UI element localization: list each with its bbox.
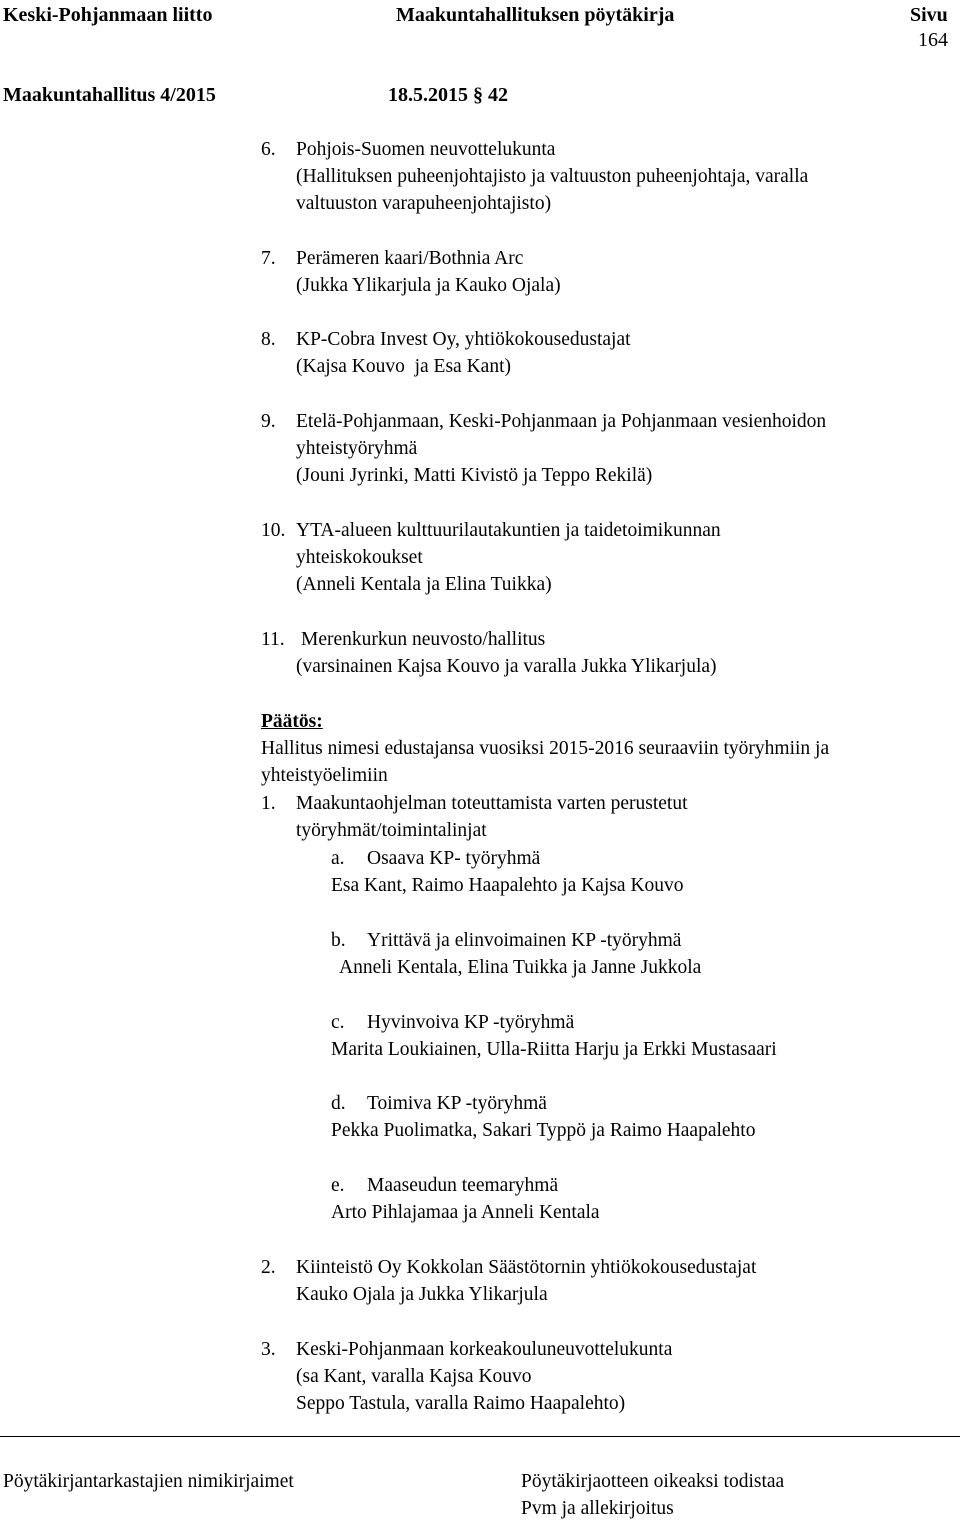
decision-intro-line: yhteistyöelimiin: [261, 765, 388, 786]
list-item-line: valtuuston varapuheenjohtajisto): [296, 193, 552, 214]
list-item-line: KP-Cobra Invest Oy, yhtiökokousedustajat: [296, 329, 631, 350]
decision-intro-line: Hallitus nimesi edustajansa vuosiksi 2015-2016 seuraaviin työryhmiin ja: [261, 738, 830, 759]
list-item-line: (Jukka Ylikarjula ja Kauko Ojala): [296, 275, 561, 296]
decision-item-number: 1.: [261, 793, 276, 814]
footer-signature-label: Pvm ja allekirjoitus: [521, 1498, 674, 1519]
sub-item-title: Hyvinvoiva KP -työryhmä: [367, 1012, 575, 1033]
sub-item-title: Osaava KP- työryhmä: [367, 848, 541, 869]
sub-item-members: Marita Loukiainen, Ulla-Riitta Harju ja Erkki Mustasaari: [331, 1039, 777, 1060]
list-item-line: (Anneli Kentala ja Elina Tuikka): [296, 574, 552, 595]
decision-item-line: (sa Kant, varalla Kajsa Kouvo: [296, 1366, 532, 1387]
list-item-number: 11.: [261, 629, 285, 650]
sub-item-letter: c.: [331, 1012, 345, 1033]
sub-item-members: Anneli Kentala, Elina Tuikka ja Janne Jukkola: [339, 957, 702, 978]
list-item-line: YTA-alueen kulttuurilautakuntien ja taidetoimikunnan: [296, 520, 721, 541]
list-item-line: Merenkurkun neuvosto/hallitus: [301, 629, 546, 650]
list-item-line: Pohjois-Suomen neuvottelukunta: [296, 139, 556, 160]
decision-item-line: Kiinteistö Oy Kokkolan Säästötornin yhtiökokousedustajat: [296, 1257, 757, 1278]
list-item-number: 6.: [261, 139, 276, 160]
sub-item-title: Maaseudun teemaryhmä: [367, 1175, 559, 1196]
list-item-line: yhteistyöryhmä: [296, 438, 418, 459]
decision-item-line: Seppo Tastula, varalla Raimo Haapalehto): [296, 1393, 626, 1414]
page-number: 164: [918, 29, 948, 51]
list-item-line: (Hallituksen puheenjohtajisto ja valtuuston puheenjohtaja, varalla: [296, 166, 809, 187]
page-label: Sivu: [910, 4, 948, 26]
sub-item-members: Arto Pihlajamaa ja Anneli Kentala: [331, 1202, 600, 1223]
list-item-number: 7.: [261, 248, 276, 269]
meeting-title: Maakuntahallitus 4/2015: [3, 84, 216, 106]
meeting-date-section: 18.5.2015 § 42: [388, 84, 508, 106]
sub-item-letter: e.: [331, 1175, 345, 1196]
sub-item-members: Esa Kant, Raimo Haapalehto ja Kajsa Kouvo: [331, 875, 684, 896]
sub-item-letter: d.: [331, 1093, 346, 1114]
decision-item-line: Maakuntaohjelman toteuttamista varten perustetut: [296, 793, 688, 814]
decision-item-line: Keski-Pohjanmaan korkeakouluneuvottelukunta: [296, 1339, 673, 1360]
footer-certify-label: Pöytäkirjaotteen oikeaksi todistaa: [521, 1471, 785, 1492]
sub-item-title: Yrittävä ja elinvoimainen KP -työryhmä: [367, 930, 682, 951]
footer-divider: [0, 1436, 960, 1437]
list-item-number: 10.: [261, 520, 286, 541]
list-item-line: (varsinainen Kajsa Kouvo ja varalla Jukka Ylikarjula): [296, 656, 717, 677]
decision-heading: Päätös:: [261, 711, 323, 732]
decision-item-number: 3.: [261, 1339, 276, 1360]
sub-item-title: Toimiva KP -työryhmä: [367, 1093, 547, 1114]
list-item-number: 8.: [261, 329, 276, 350]
sub-item-members: Pekka Puolimatka, Sakari Typpö ja Raimo Haapalehto: [331, 1120, 756, 1141]
organization-name: Keski-Pohjanmaan liitto: [3, 4, 213, 26]
sub-item-letter: a.: [331, 848, 345, 869]
list-item-line: (Kajsa Kouvo ja Esa Kant): [296, 356, 511, 377]
document-type: Maakuntahallituksen pöytäkirja: [396, 4, 675, 26]
footer-initials-label: Pöytäkirjantarkastajien nimikirjaimet: [3, 1471, 294, 1492]
list-item-line: Perämeren kaari/Bothnia Arc: [296, 248, 524, 269]
list-item-line: yhteiskokoukset: [296, 547, 423, 568]
list-item-line: Etelä-Pohjanmaan, Keski-Pohjanmaan ja Pohjanmaan vesienhoidon: [296, 411, 827, 432]
decision-item-number: 2.: [261, 1257, 276, 1278]
list-item-line: (Jouni Jyrinki, Matti Kivistö ja Teppo Rekilä): [296, 465, 653, 486]
sub-item-letter: b.: [331, 930, 346, 951]
decision-item-line: Kauko Ojala ja Jukka Ylikarjula: [296, 1284, 548, 1305]
list-item-number: 9.: [261, 411, 276, 432]
decision-item-line: työryhmät/toimintalinjat: [296, 820, 487, 841]
